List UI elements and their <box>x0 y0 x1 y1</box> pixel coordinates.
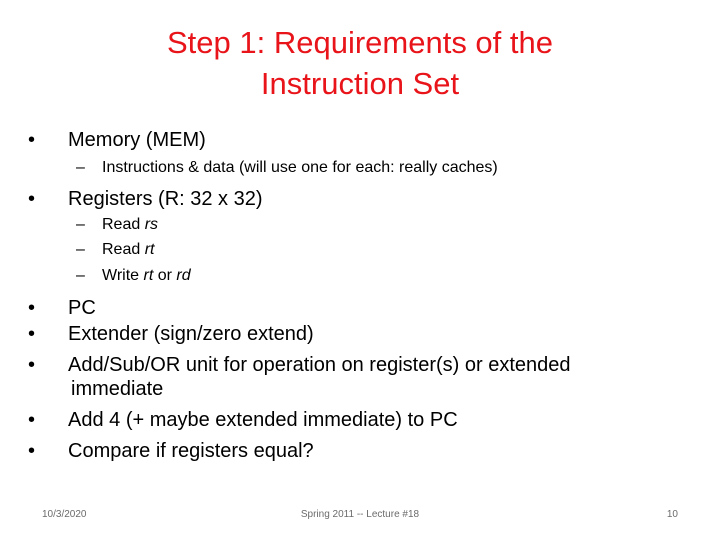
dash-marker: – <box>76 267 85 284</box>
bullet-registers-text: Registers (R: 32 x 32) <box>68 188 263 210</box>
bullet-add4 <box>28 408 458 432</box>
sub-bullet-read-rs <box>76 215 158 235</box>
bullet-marker: • <box>28 129 36 151</box>
write-mid: or <box>153 267 177 284</box>
write-var-rd: rd <box>176 267 191 284</box>
bullet-add4-text: Add 4 (+ maybe extended immediate) to PC <box>68 409 458 431</box>
footer-lecture: Spring 2011 -- Lecture #18 <box>300 509 420 520</box>
slide-title-line-1: Step 1: Requirements of the <box>166 25 553 60</box>
dash-marker: – <box>76 216 85 233</box>
read-rt-prefix: Read <box>102 241 145 258</box>
bullet-registers <box>28 187 263 211</box>
read-rs-prefix: Read <box>102 216 145 233</box>
slide-title <box>0 22 720 104</box>
footer-page-number: 10 <box>666 509 678 520</box>
bullet-marker: • <box>28 323 36 345</box>
read-rt-var: rt <box>144 241 155 258</box>
read-rs-var: rs <box>144 216 159 233</box>
bullet-pc-text: PC <box>68 297 96 319</box>
sub-bullet-memory-text: Instructions & data (will use one for each: really caches) <box>102 159 498 176</box>
bullet-marker: • <box>28 409 36 431</box>
bullet-marker: • <box>28 440 36 462</box>
bullet-alu-text-line-2: immediate <box>71 378 164 400</box>
dash-marker: – <box>76 159 85 176</box>
footer-date: 10/3/2020 <box>42 509 87 520</box>
sub-bullet-read-rt <box>76 240 154 260</box>
bullet-memory-text: Memory (MEM) <box>68 129 206 151</box>
sub-bullet-write <box>76 266 191 286</box>
bullet-extender <box>28 322 314 346</box>
bullet-alu-text-line-1: Add/Sub/OR unit for operation on register(s) or extended <box>68 354 571 376</box>
bullet-marker: • <box>28 354 36 376</box>
sub-bullet-memory <box>76 158 498 178</box>
slide-title-line-2: Instruction Set <box>260 66 460 101</box>
dash-marker: – <box>76 241 85 258</box>
bullet-compare <box>28 439 314 463</box>
bullet-marker: • <box>28 188 36 210</box>
bullet-extender-text: Extender (sign/zero extend) <box>68 323 314 345</box>
write-var-rt: rt <box>143 267 154 284</box>
bullet-alu <box>28 353 571 401</box>
bullet-memory <box>28 128 206 152</box>
bullet-compare-text: Compare if registers equal? <box>68 440 314 462</box>
write-prefix: Write <box>102 267 144 284</box>
bullet-marker: • <box>28 297 36 319</box>
bullet-pc <box>28 296 96 320</box>
